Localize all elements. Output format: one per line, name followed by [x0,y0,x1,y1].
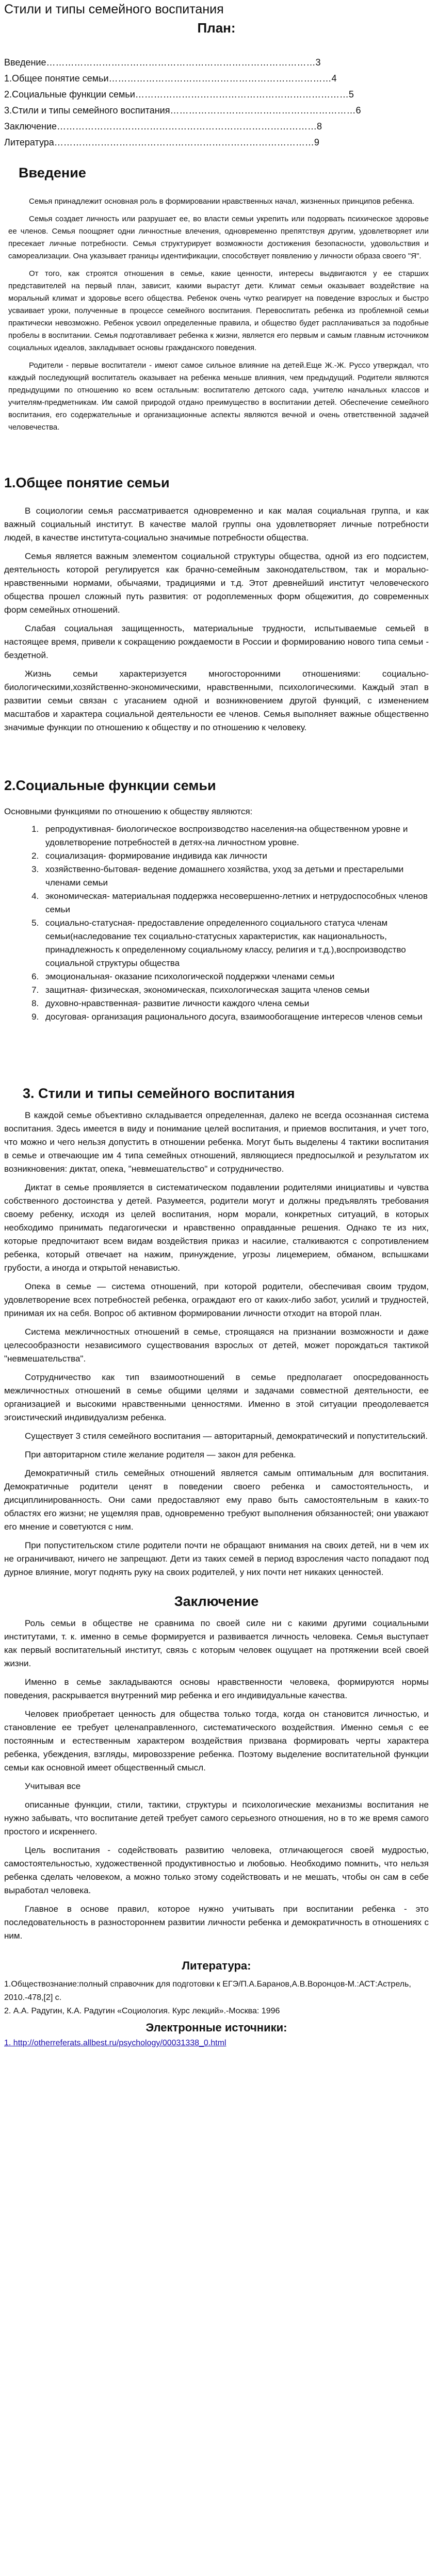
toc-item-page: 3 [315,57,321,68]
list-item: 3. хозяйственно-бытовая- ведение домашнего хозяйства, уход за детьми и престарелыми членами семьи [41,863,429,890]
document-title: Стили и типы семейного воспитания [4,2,224,17]
paragraph: Человек приобретает ценность для общества только тогда, когда он становится личностью, и становление ее требует целенаправленного, систематического воздействия. Именно семья с ее постоянным и естественным характером воздействия призвана формировать черты характера ребенка, убеждения, взгляды, мировоззрение ребенка. Поэтому выделение воспитательной функции семьи как основной имеет общественный смысл. [4,1709,429,1773]
intro-body [4,195,429,434]
paragraph: Родители - первые воспитатели - имеют самое сильное влияние на детей.Еще Ж.-Ж. Руссо утверждал, что каждый последующий воспитатель оказывает на ребенка меньше влияния, чем предыдущий. Родители являются предыдущими по отношению ко всем остальным: воспитателю детского сада, учителю начальных классов и учителям-предметникам. Им самой природой отдано преимущество в воспитании детей. Обеспечение семейного воспитания, его содержательные и организационные аспекты являются вечной и очень ответственной задачей человечества. [8,361,429,432]
paragraph: При авторитарном стиле желание родителя — закон для ребенка. [25,1450,296,1459]
paragraph: Сотрудничество как тип взаимоотношений в семье предполагает опосредованность межличностных отношений в семье общими целями и задачами совместной деятельности, ее организацией и высокими нравственными ценностями. Именно в этой ситуации преодолевается эгоистический индивидуализм ребенка. [4,1372,429,1422]
paragraph: Именно в семье закладываются основы нравственности человека, формируются нормы поведения, раскрывается внутренний мир ребенка и его индивидуальные качества. [4,1677,429,1700]
literature-item: 2. А.А. Радугин, К.А. Радугин «Социология. Курс лекций».-Москва: 1996 [4,2007,280,2015]
section1-heading: 1.Общее понятие семьи [4,475,170,490]
literature-item: 1.Обществознание:полный справочник для подготовки к ЕГЭ/П.А.Баранов,А.В.Воронцов-М.:АСТ:Астрель, 2010.-478,[2] с. [4,1980,411,2002]
toc-item-label: Заключение [4,121,57,132]
toc-item[interactable] [4,119,429,135]
list-item: 7. защитная- физическая, экономическая, психологическая защита членов семьи [41,983,429,997]
list-item: 8. духовно-нравственная- развитие личности каждого члена семьи [41,997,429,1010]
list-item: 4. экономическая- материальная поддержка несовершенно-летних и нетрудоспособных членов семьи [41,890,429,916]
literature-heading: Литература: [182,1959,251,1972]
list-item: 6. эмоциональная- оказание психологической поддержки членами семьи [41,970,429,983]
paragraph: От того, как строятся отношения в семье, какие ценности, интересы выдвигаются у ее старших представителей на первый план, зависит, какими вырастут дети. Климат семьи оказывает воздействие на моральный климат и здоровье всего общества. Ребенок очень чутко реагирует на поведение взрослых и быстро усваивает уроки, полученные в процессе семейного воспитания. Перевоспитать ребенка из проблемной семьи практически невозможно. Ребенок усвоил определенные правила, и общество будет расплачиваться за подобные пробелы в воспитании. Семья подготавливает ребенка к жизни, является его первым и самым главным источником социальных идеалов, закладывает основы гражданского поведения. [8,269,429,352]
toc-item-page: 9 [314,137,319,147]
paragraph: описанные функции, стили, тактики, структуры и психологические механизмы воспитания не нужно забывать, что воспитание детей требует самого серьезного отношения, но в то же время самого простого и искреннего. [4,1800,429,1836]
section2-intro: Основными функциями по отношению к обществу являются: [4,807,253,816]
section3-body [4,1109,429,1579]
literature-list [4,1978,429,2018]
toc-item[interactable] [4,135,429,151]
list-item: 5. социально-статусная- предоставление определенного социального статуса членам семьи(наследование тех социально-статусных характеристик, как национальность, принадлежность к определенному социальному классу, религия и т.д.),воспроизводство социальной структуры общества [41,916,429,970]
paragraph: В социологии семья рассматривается одновременно и как малая социальная группа, и как важный социальный институт. В качестве малой группы она удовлетворяет личные потребности людей, в качестве института-социально значимые потребности общества. [4,506,429,543]
paragraph: Семья создает личность или разрушает ее, во власти семьи укрепить или подорвать психическое здоровье ее членов. Семья поощряет одни личностные влечения, одновременно препятствуя другим, удовлетворяет или пресекает личные потребности. Семья структурирует возможности достижения безопасности, удовольствия и самореализации. Она указывает границы идентификации, способствует появлению у личности образа своего "Я". [8,215,429,260]
intro-section [4,165,429,181]
paragraph: Демократичный стиль семейных отношений является самым оптимальным для воспитания. Демократичные родители ценят в поведении своего ребенка и самостоятельность, и дисциплинированность. Они сами предоставляют ему право быть самостоятельным в каких-то областях его жизни; не ущемляя прав, одновременно требуют выполнения обязанностей; они уважают его мнение и советуются с ним. [4,1468,429,1532]
toc-item-dots: ……………………………………………………………… [108,73,332,84]
toc-item-dots: …………………………………………………………… [135,89,349,100]
toc-item-label: Введение [4,57,46,68]
section1-body [4,504,429,734]
electronic-source-link[interactable]: 1. http://otherreferats.allbest.ru/psychology/00031338_0.html [4,2039,226,2047]
toc-item[interactable] [4,103,429,119]
intro-heading: Введение [19,165,86,181]
paragraph: При попустительском стиле родители почти не обращают внимания на своих детей, ни в чем их не ограничивают, ничего не запрещают. Дети из таких семей в период взросления часто попадают под дурное влияние, могут поднять руку на своих родителей, у них почти нет никаких ценностей. [4,1540,429,1577]
toc-item-label: 2.Социальные функции семьи [4,89,135,100]
list-item: 1. репродуктивная- биологическое воспроизводство населения-на общественном уровне и удовлетворение потребностей в детях-на личностном уровне. [41,823,429,849]
paragraph: Роль семьи в обществе не сравнима по своей силе ни с какими другими социальными институтами, т. к. именно в семье формируется и развивается личность человека. Семья выступает как первый воспитательный институт, связь с которым человек ощущает на протяжении всей своей жизни. [4,1618,429,1668]
toc-item-page: 4 [331,73,337,84]
toc-item-dots: …………………………………………………… [170,105,356,116]
toc-item[interactable] [4,71,429,87]
table-of-contents [4,55,429,151]
section2-list [4,823,429,1024]
paragraph: В каждой семье объективно складывается определенная, далеко не всегда осознанная система воспитания. Здесь имеется в виду и понимание целей воспитания, и приемов воспитания, и учет того, что можно и чего нельзя допустить в отношении ребенка. Могут быть выделены 4 тактики воспитания в семье и отвечающие им 4 типа семейных отношений, являющиеся предпосылкой и результатом их возникновения: диктат, опека, "невмешательство" и сотрудничество. [4,1110,429,1174]
list-item: 2. социализация- формирование индивида как личности [41,849,429,863]
toc-item-page: 6 [355,105,361,116]
toc-item-page: 5 [348,89,354,100]
section3-heading: 3. Стили и типы семейного воспитания [23,1086,295,1101]
toc-item[interactable] [4,87,429,103]
toc-item-dots: …………………………………………………………………………… [46,57,316,68]
toc-item-dots: ………………………………………………………………………… [54,137,314,147]
list-item: 9. досуговая- организация рационального досуга, взаимообогащение интересов членов семьи [41,1010,429,1024]
toc-item-label: 1.Общее понятие семьи [4,73,109,84]
conclusion-heading: Заключение [174,1594,259,1609]
paragraph: Диктат в семье проявляется в систематическом подавлении родителями инициативы и чувства собственного достоинства у детей. Разумеется, родители могут и должны предъявлять требования своему ребенку, исходя из целей воспитания, норм морали, конкретных ситуаций, в которых необходимо принимать педагогически и нравственно оправданные решения. Однако те из них, которые предпочитают всем видам воздействия приказ и насилие, сталкиваются с сопротивлением ребенка, который отвечает на нажим, принуждение, угрозы лицемерием, обманом, вспышками грубости, а иногда и открытой ненавистью. [4,1183,429,1273]
paragraph: Главное в основе правил, которое нужно учитывать при воспитании ребенка - это последовательность в разностороннем развитии личности ребенка и демократичность в отношениях с ним. [4,1904,429,1941]
paragraph: Существует 3 стиля семейного воспитания — авторитарный, демократический и попустительский. [25,1431,428,1441]
toc-item-label: Литература [4,137,54,147]
paragraph: Опека в семье — система отношений, при которой родители, обеспечивая своим трудом, удовлетворение всех потребностей ребенка, ограждают его от каких-либо забот, усилий и трудностей, принимая их на себя. Вопрос об активном формировании личности отходит на второй план. [4,1282,429,1318]
toc-item-label: 3.Стили и типы семейного воспитания [4,105,170,116]
paragraph: Жизнь семьи характеризуется многосторонними отношениями: социально-биологическими,хозяйственно-экономическими, нравственными, психологическими. Каждый этап в развитии семьи связан с угасанием одной и возникновением другой функций, с изменением масштабов и характера социальной деятельности ее членов. Семья выполняет важные общественно значимые функции по отношению к обществу и по отношению к человеку. [4,669,429,732]
toc-item[interactable] [4,55,429,71]
section2-heading: 2.Социальные функции семьи [4,778,216,793]
electronic-heading: Электронные источники: [145,2021,287,2034]
plan-title: План: [197,20,236,36]
paragraph: Учитывая все [25,1781,81,1791]
paragraph: Семья принадлежит основная роль в формировании нравственных начал, жизненных принципов ребенка. [29,197,414,206]
toc-item-page: 8 [316,121,322,132]
toc-item-dots: ………………………………………………………………………… [56,121,317,132]
paragraph: Цель воспитания - содействовать развитию человека, отличающегося своей мудростью, самостоятельностью, художественной продуктивностью и любовью. Необходимо помнить, что нельзя ребенка сделать человеком, а можно только этому содействовать и не мешать, чтобы он сам в себе выработал человека. [4,1845,429,1895]
paragraph: Слабая социальная защищенность, материальные трудности, испытываемые семьей в настоящее время, привели к сокращению рождаемости в России и формированию нового типа семьи - бездетной. [4,624,429,660]
paragraph: Система межличностных отношений в семье, строящаяся на признании возможности и даже целесообразности независимого существования взрослых от детей, может порождаться тактикой "невмешательства". [4,1327,429,1364]
conclusion-body [4,1617,429,1943]
paragraph: Семья является важным элементом социальной структуры общества, одной из его подсистем, деятельность которой регулируется как брачно-семейным законодательством, так и морально-нравственными нормами, обычаями, традициями и т.д. Этот древнейший институт человеческого общества прошел сложный путь развития: от родоплеменных форм общежития, до современных форм семейных отношений. [4,551,429,615]
